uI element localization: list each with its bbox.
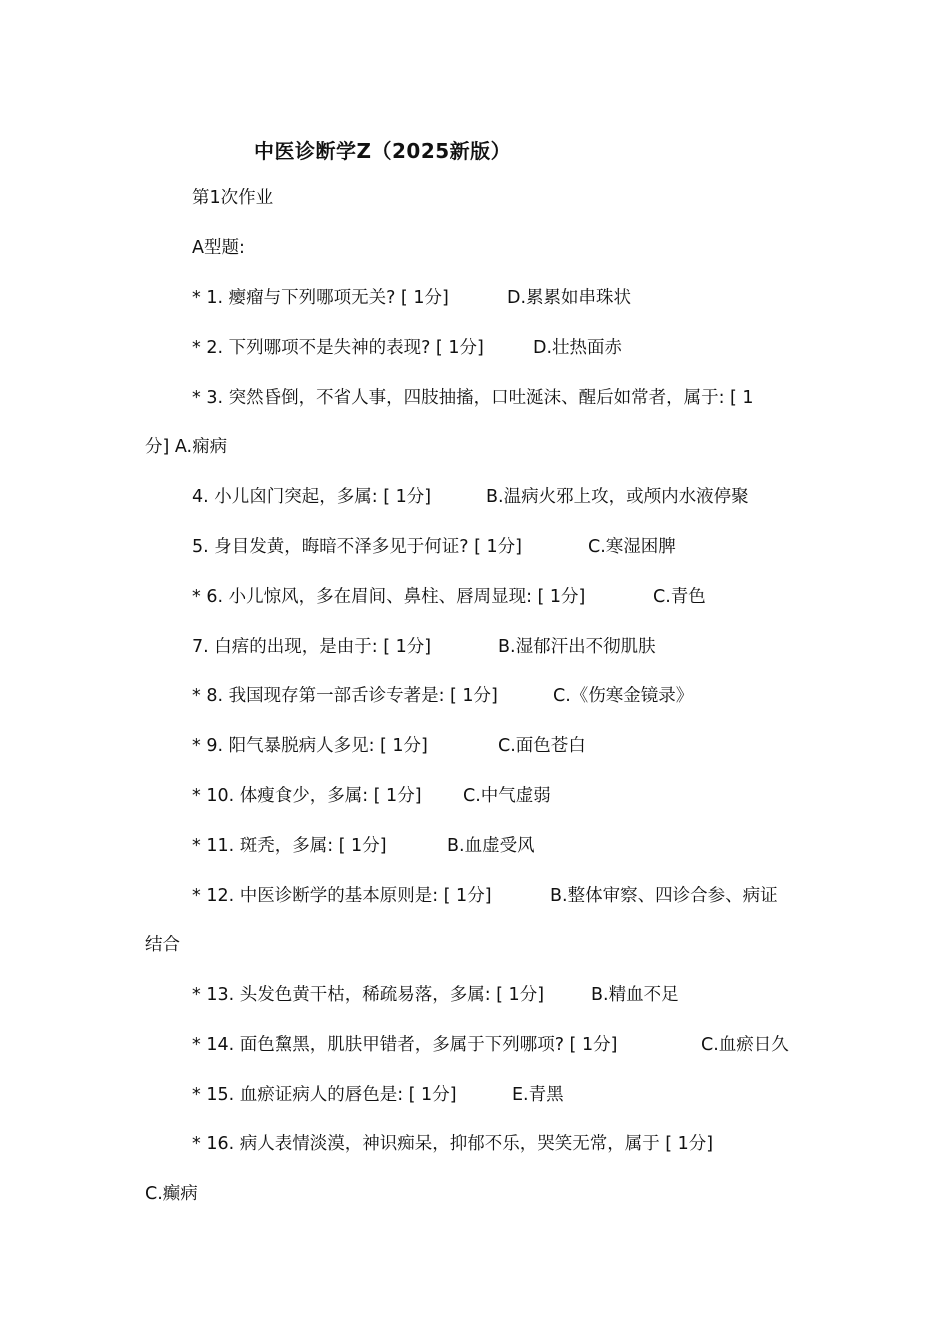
section-label: A型题: bbox=[192, 238, 245, 258]
question-text: * 1. 瘿瘤与下列哪项无关? [ 1分] bbox=[192, 288, 449, 308]
question-text: * 14. 面色黧黑，肌肤甲错者，多属于下列哪项? [ 1分] bbox=[192, 1035, 618, 1055]
question-text: * 10. 体瘦食少，多属: [ 1分] bbox=[192, 786, 422, 806]
answer-text: C.面色苍白 bbox=[498, 736, 586, 756]
document-title: 中医诊断学Z（2025新版） bbox=[254, 139, 512, 163]
question-text: * 2. 下列哪项不是失神的表现? [ 1分] bbox=[192, 338, 484, 358]
answer-text: B.精血不足 bbox=[591, 985, 679, 1005]
question-text: * 9. 阳气暴脱病人多见: [ 1分] bbox=[192, 736, 428, 756]
answer-text: D.累累如串珠状 bbox=[507, 288, 632, 308]
answer-text: B.温病火邪上攻，或颅内水液停聚 bbox=[486, 487, 749, 507]
answer-text: C.血瘀日久 bbox=[701, 1035, 789, 1055]
answer-text: C.中气虚弱 bbox=[463, 786, 551, 806]
question-text: * 12. 中医诊断学的基本原则是: [ 1分] bbox=[192, 886, 492, 906]
question-text: * 11. 斑秃，多属: [ 1分] bbox=[192, 836, 387, 856]
question-text: * 13. 头发色黄干枯，稀疏易落，多属: [ 1分] bbox=[192, 985, 545, 1005]
question-text: * 15. 血瘀证病人的唇色是: [ 1分] bbox=[192, 1085, 457, 1105]
question-text: * 3. 突然昏倒，不省人事，四肢抽搐，口吐涎沫、醒后如常者，属于: [ 1 bbox=[192, 388, 754, 408]
question-text: * 8. 我国现存第一部舌诊专著是: [ 1分] bbox=[192, 686, 498, 706]
answer-continuation-text: 结合 bbox=[145, 935, 180, 955]
answer-text: 分] A.痫病 bbox=[145, 437, 228, 457]
answer-text: B.整体审察、四诊合参、病证 bbox=[550, 886, 778, 906]
question-text: 7. 白痦的出现，是由于: [ 1分] bbox=[192, 637, 432, 657]
question-text: 5. 身目发黄，晦暗不泽多见于何证? [ 1分] bbox=[192, 537, 522, 557]
answer-text: B.血虚受风 bbox=[447, 836, 535, 856]
answer-text: B.湿郁汗出不彻肌肤 bbox=[498, 637, 656, 657]
answer-text: C.《伤寒金镜录》 bbox=[553, 686, 694, 706]
question-text: 4. 小儿囟门突起，多属: [ 1分] bbox=[192, 487, 432, 507]
question-text: * 6. 小儿惊风，多在眉间、鼻柱、唇周显现: [ 1分] bbox=[192, 587, 586, 607]
answer-text: D.壮热面赤 bbox=[533, 338, 623, 358]
answer-text: C.癫病 bbox=[145, 1184, 198, 1204]
answer-text: C.寒湿困脾 bbox=[588, 537, 676, 557]
answer-text: C.青色 bbox=[653, 587, 706, 607]
answer-text: E.青黑 bbox=[512, 1085, 564, 1105]
question-text: * 16. 病人表情淡漠，神识痴呆，抑郁不乐，哭笑无常，属于 [ 1分] bbox=[192, 1134, 714, 1154]
assignment-label: 第1次作业 bbox=[192, 188, 274, 208]
